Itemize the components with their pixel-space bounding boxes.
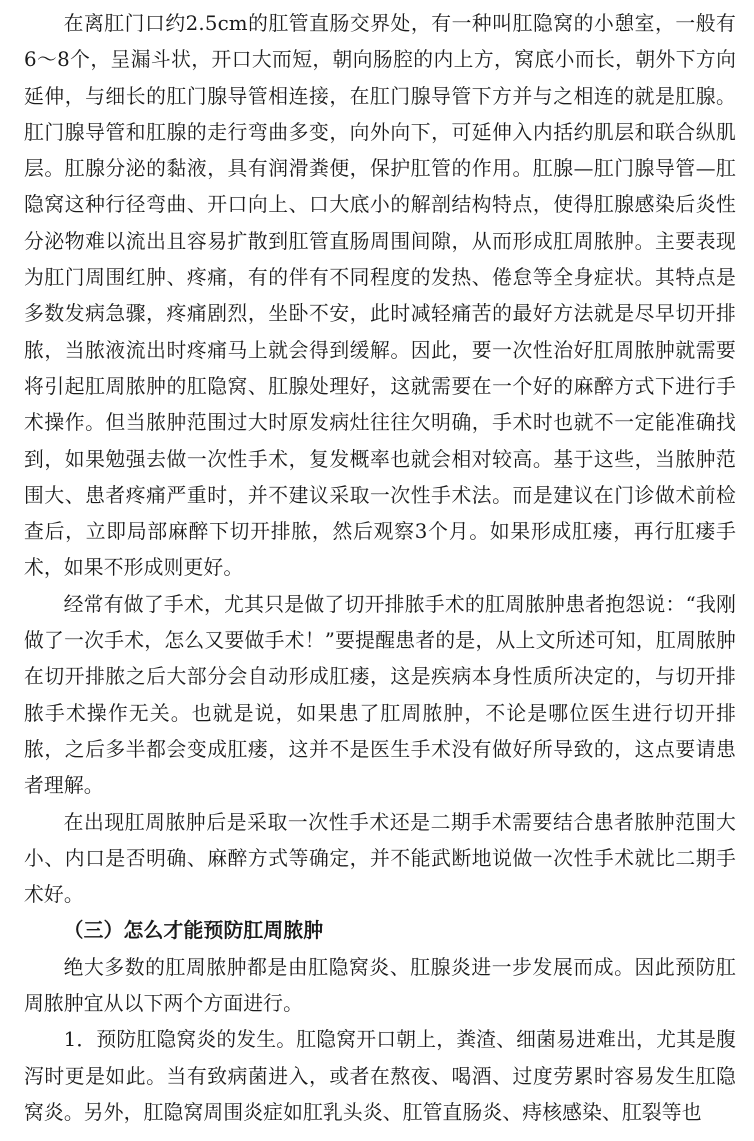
document-page (24, 6, 736, 1131)
paragraph-patient-complaint: 经常有做了手术，尤其只是做了切开排脓手术的肛周脓肿患者抱怨说：“我刚做了一次手术，怎么又要做手术！”要提醒患者的是，从上文所述可知，肛周脓肿在切开排脓之后大部分会自动形成肛瘘，这是疾病本身性质所决定的，与切开排脓手术操作无关。也就是说，如果患了肛周脓肿，不论是哪位医生进行切开排脓，之后多半都会变成肛瘘，这并不是医生手术没有做好所导致的，这点要请患者理解。 (24, 592, 736, 798)
paragraph-prevention-item-1: 1．预防肛隐窝炎的发生。肛隐窝开口朝上，粪渣、细菌易进难出，尤其是腹泻时更是如此。当有致病菌进入，或者在熬夜、喝酒、过度劳累时容易发生肛隐窝炎。另外，肛隐窝周围炎症如肛乳头炎、肛管直肠炎、痔核感染、肛裂等也 (24, 1028, 736, 1124)
paragraph-surgery-choice: 在出现肛周脓肿后是采取一次性手术还是二期手术需要结合患者脓肿范围大小、内口是否明确、麻醉方式等确定，并不能武断地说做一次性手术就比二期手术好。 (24, 810, 736, 907)
paragraph-prevention-intro: 绝大多数的肛周脓肿都是由肛隐窝炎、肛腺炎进一步发展而成。因此预防肛周脓肿宜从以下两个方面进行。 (24, 955, 736, 1016)
section-heading: （三）怎么才能预防肛周脓肿 (63, 919, 324, 943)
paragraph-anatomy: 在离肛门口约2.5cm的肛管直肠交界处，有一种叫肛隐窝的小憩室，一般有6～8个，呈漏斗状，开口大而短，朝向肠腔的内上方，窝底小而长，朝外下方向延伸，与细长的肛门腺导管相连接，在肛门腺导管下方并与之相连的就是肛腺。肛门腺导管和肛腺的走行弯曲多变，向外向下，可延伸入内括约肌层和联合纵肌层。肛腺分泌的黏液，具有润滑粪便，保护肛管的作用。肛腺—肛门腺导管—肛隐窝这种行径弯曲、开口向上、口大底小的解剖结构特点，使得肛腺感染后炎性分泌物难以流出且容易扩散到肛管直肠周围间隙，从而形成肛周脓肿。主要表现为肛门周围红肿、疼痛，有的伴有不同程度的发热、倦怠等全身症状。其特点是多数发病急骤，疼痛剧烈，坐卧不安，此时减轻痛苦的最好方法就是尽早切开排脓，当脓液流出时疼痛马上就会得到缓解。因此，要一次性治好肛周脓肿就需要将引起肛周脓肿的肛隐窝、肛腺处理好，这就需要在一个好的麻醉方式下进行手术操作。但当脓肿范围过大时原发病灶往往欠明确，手术时也就不一定能准确找到，如果勉强去做一次性手术，复发概率也就会相对较高。基于这些，当脓肿范围大、患者疼痛严重时，并不建议采取一次性手术法。而是建议在门诊做术前检查后，立即局部麻醉下切开排脓，然后观察3个月。如果形成肛瘘，再行肛瘘手术，如果不形成则更好。 (24, 12, 736, 580)
